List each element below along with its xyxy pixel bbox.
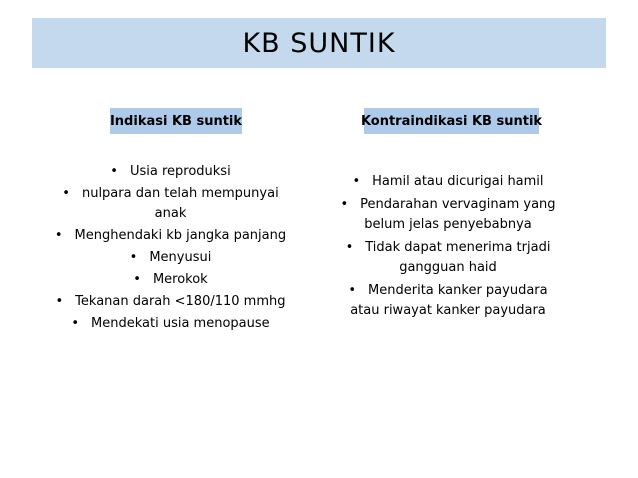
list-item — [332, 281, 564, 321]
indikasi-header: Indikasi KB suntik — [110, 108, 242, 134]
list-item-text: Pendarahan vervaginam yang belum jelas penyebabnya — [360, 197, 556, 232]
list-item-text: Tekanan darah <180/110 mmhg — [75, 294, 286, 309]
bullet-icon: • — [62, 186, 70, 201]
kontraindikasi-header: Kontraindikasi KB suntik — [364, 108, 539, 134]
list-item — [48, 184, 293, 224]
list-item — [332, 172, 564, 192]
bullet-icon: • — [129, 250, 138, 265]
bullet-icon: • — [54, 228, 63, 243]
bullet-icon: • — [133, 272, 141, 287]
slide-title: KB SUNTIK — [242, 27, 396, 59]
list-item-text: Tidak dapat menerima trjadi gangguan haid — [365, 240, 551, 275]
bullet-icon: • — [345, 240, 354, 255]
list-item-text: nulpara dan telah mempunyai anak — [81, 186, 279, 221]
list-item — [48, 292, 293, 312]
list-item — [332, 195, 564, 235]
list-item-text: Usia reproduksi — [129, 164, 231, 179]
title-bar — [32, 18, 606, 68]
list-item-text: Menderita kanker payudara atau riwayat kanker payudara — [350, 283, 548, 318]
list-item-text: Mendekati usia menopause — [91, 316, 270, 331]
list-item — [48, 248, 293, 268]
bullet-icon: • — [71, 316, 80, 331]
indikasi-list — [48, 162, 293, 336]
kontraindikasi-list — [332, 172, 564, 324]
bullet-icon: • — [348, 283, 357, 298]
list-item-text: Menyusui — [149, 250, 212, 265]
bullet-icon: • — [352, 174, 361, 189]
list-item-text: Menghendaki kb jangka panjang — [74, 228, 287, 243]
bullet-icon: • — [340, 197, 349, 212]
list-item — [48, 162, 293, 182]
list-item — [48, 314, 293, 334]
bullet-icon: • — [110, 164, 118, 179]
bullet-icon: • — [55, 294, 64, 309]
list-item-text: Hamil atau dicurigai hamil — [372, 174, 544, 189]
list-item — [48, 270, 293, 290]
list-item — [332, 238, 564, 278]
list-item-text: Merokok — [152, 272, 208, 287]
list-item — [48, 226, 293, 246]
